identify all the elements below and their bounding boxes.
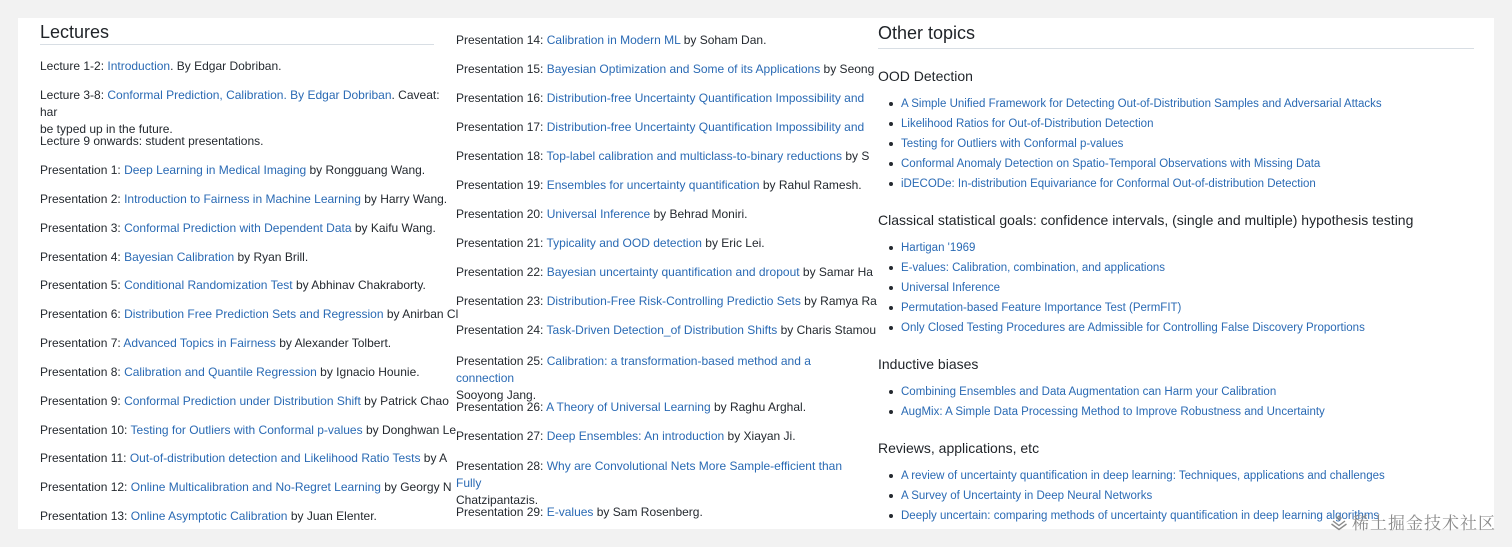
lectures-heading: Lectures (40, 18, 434, 45)
item-prefix: Presentation 18: (456, 149, 547, 163)
list-item (456, 264, 873, 281)
item-link[interactable]: Distribution Free Prediction Sets and Regression (124, 307, 384, 321)
item-prefix: Presentation 1: (40, 163, 125, 177)
item-suffix: by Behrad Moniri. (650, 207, 748, 221)
list-item (456, 235, 765, 252)
item-prefix: Presentation 27: (456, 429, 547, 443)
item-suffix: . By Edgar Dobriban. (170, 59, 282, 73)
topic-link[interactable]: A review of uncertainty quantification in deep learning: Techniques, applications and challenges (901, 470, 1385, 482)
item-link[interactable]: Testing for Outliers with Conformal p-values (130, 423, 363, 437)
item-prefix: Presentation 7: (40, 336, 124, 350)
section-heading: Reviews, applications, etc (878, 440, 1040, 456)
list-item (878, 318, 1365, 338)
list-item (456, 458, 858, 509)
item-suffix: by Seong (820, 62, 875, 76)
item-prefix: Presentation 10: (40, 423, 131, 437)
item-prefix: Presentation 6: (40, 307, 125, 321)
item-link[interactable]: Distribution-Free Risk-Controlling Predictio Sets (546, 294, 801, 308)
item-prefix: Presentation 5: (40, 278, 125, 292)
list-item (40, 450, 447, 467)
item-link[interactable]: Calibration in Modern ML (546, 33, 681, 47)
item-link[interactable]: Top-label calibration and multiclass-to-binary reductions (546, 149, 842, 163)
topic-link[interactable]: A Survey of Uncertainty in Deep Neural Networks (901, 490, 1153, 502)
item-prefix: Presentation 3: (40, 221, 125, 235)
list-item (456, 322, 876, 339)
item-prefix: Presentation 15: (456, 62, 547, 76)
item-suffix: by Harry Wang. (360, 192, 448, 206)
item-suffix: . Caveat: har (40, 88, 440, 119)
list-item (878, 382, 1325, 402)
topic-link-list (878, 382, 1325, 422)
list-item (878, 486, 1385, 506)
item-suffix: by Raghu Arghal. (710, 400, 807, 414)
list-item (456, 148, 869, 165)
item-suffix: by Ramya Ra (800, 294, 877, 308)
item-link[interactable]: Bayesian Optimization and Some of its Applications (546, 62, 821, 76)
list-item (40, 277, 426, 294)
item-link[interactable]: A Theory of Universal Learning (546, 400, 711, 414)
item-link[interactable]: Distribution-free Uncertainty Quantification Impossibility and (546, 120, 865, 134)
item-suffix: by A (420, 451, 448, 465)
item-link[interactable]: Calibration and Quantile Regression (124, 365, 317, 379)
list-item (878, 278, 1365, 298)
item-link[interactable]: Conditional Randomization Test (124, 278, 293, 292)
section-heading: Classical statistical goals: confidence intervals, (single and multiple) hypothesis testing (878, 212, 1414, 228)
list-item (40, 249, 308, 266)
topic-link[interactable]: Universal Inference (901, 282, 1001, 294)
item-suffix: by Xiayan Ji. (724, 429, 796, 443)
item-continuation: be typed up in the future. (40, 122, 173, 136)
list-item (40, 162, 425, 179)
item-suffix: by Juan Elenter. (287, 509, 377, 523)
item-link[interactable]: Task-Driven Detection_of Distribution Shifts (546, 323, 778, 337)
watermark (1330, 509, 1496, 534)
item-suffix: by Anirban Cl (383, 307, 459, 321)
item-suffix: by Kaifu Wang. (351, 221, 436, 235)
item-link[interactable]: Deep Ensembles: An introduction (546, 429, 725, 443)
item-link[interactable]: Typicality and OOD detection (546, 236, 702, 250)
list-item (456, 353, 858, 404)
item-prefix: Presentation 2: (40, 192, 125, 206)
list-item (456, 177, 862, 194)
item-suffix: by Rahul Ramesh. (759, 178, 862, 192)
list-item (40, 422, 456, 439)
item-link[interactable]: Advanced Topics in Fairness (123, 336, 276, 350)
lectures-column (40, 18, 459, 529)
topic-link[interactable]: Permutation-based Feature Importance Test (PermFIT) (901, 302, 1182, 314)
list-item (878, 154, 1382, 174)
list-item (40, 87, 452, 138)
list-item (40, 133, 263, 150)
item-link[interactable]: Online Asymptotic Calibration (130, 509, 288, 523)
topic-link-list (878, 238, 1365, 338)
other-topics-heading: Other topics (878, 22, 1474, 49)
list-item (40, 58, 282, 75)
item-suffix: by Samar Ha (799, 265, 873, 279)
item-prefix: Presentation 8: (40, 365, 125, 379)
item-link[interactable]: Deep Learning in Medical Imaging (124, 163, 307, 177)
item-link[interactable]: Universal Inference (546, 207, 651, 221)
list-item (878, 114, 1382, 134)
list-item (40, 191, 447, 208)
item-suffix: by Soham Dan. (680, 33, 767, 47)
topic-link[interactable]: AugMix: A Simple Data Processing Method to Improve Robustness and Uncertainty (901, 406, 1325, 418)
topic-link-list (878, 94, 1382, 194)
item-suffix: by Alexander Tolbert. (275, 336, 392, 350)
other-topics-column (878, 18, 1474, 529)
topic-link[interactable]: E-values: Calibration, combination, and applications (901, 262, 1166, 274)
item-continuation: Sooyong Jang. (456, 388, 537, 402)
item-prefix: Presentation 12: (40, 480, 131, 494)
section-heading: OOD Detection (878, 68, 973, 84)
item-link[interactable]: Calibration: a transformation-based method and a connection (456, 354, 811, 385)
item-suffix: by Patrick Chao (360, 394, 449, 408)
item-prefix: Presentation 20: (456, 207, 547, 221)
item-link[interactable]: Bayesian Calibration (124, 250, 235, 264)
item-suffix: by Eric Lei. (701, 236, 765, 250)
topic-link[interactable]: Combining Ensembles and Data Augmentation can Harm your Calibration (901, 386, 1277, 398)
item-link[interactable]: Why are Convolutional Nets More Sample-efficient than Fully (456, 459, 842, 490)
list-item (40, 306, 458, 323)
item-prefix: Presentation 28: (456, 459, 547, 473)
topic-link[interactable]: A Simple Unified Framework for Detecting Out-of-Distribution Samples and Adversarial Attacks (901, 98, 1382, 110)
list-item (878, 174, 1382, 194)
item-link[interactable]: Introduction to Fairness in Machine Learning (124, 192, 361, 206)
item-suffix: by Sam Rosenberg. (593, 505, 703, 519)
item-prefix: Presentation 23: (456, 294, 547, 308)
list-item (878, 238, 1365, 258)
item-link[interactable]: E-values (546, 505, 594, 519)
presentations-column (456, 18, 877, 529)
item-suffix: by Charis Stamou (777, 323, 876, 337)
topic-link[interactable]: Hartigan '1969 (901, 242, 976, 254)
item-prefix: Lecture 9 onwards: student presentations. (40, 134, 264, 148)
topic-link[interactable]: Likelihood Ratios for Out-of-Distribution Detection (901, 118, 1154, 130)
list-item (878, 466, 1385, 486)
item-continuation: Chatzipantazis. (456, 493, 539, 507)
item-prefix: Presentation 9: (40, 394, 125, 408)
list-item (40, 364, 420, 381)
list-item (878, 134, 1382, 154)
item-prefix: Presentation 25: (456, 354, 547, 368)
item-prefix: Presentation 17: (456, 120, 547, 134)
item-prefix: Presentation 24: (456, 323, 547, 337)
item-link[interactable]: Conformal Prediction under Distribution Shift (124, 394, 361, 408)
list-item (456, 399, 806, 416)
list-item (456, 428, 796, 445)
item-prefix: Presentation 19: (456, 178, 547, 192)
list-item (456, 119, 864, 136)
section-heading: Inductive biases (878, 356, 979, 372)
list-item (878, 402, 1325, 422)
item-prefix: Presentation 11: (40, 451, 130, 465)
list-item (878, 506, 1385, 526)
item-suffix: by Ignacio Hounie. (316, 365, 420, 379)
item-prefix: Presentation 14: (456, 33, 547, 47)
item-suffix: by Rongguang Wang. (306, 163, 426, 177)
list-item (40, 335, 391, 352)
list-item (40, 393, 449, 410)
item-prefix: Presentation 22: (456, 265, 547, 279)
item-suffix: by S (842, 149, 870, 163)
page (18, 18, 1494, 529)
item-prefix: Presentation 4: (40, 250, 125, 264)
topic-link[interactable]: Only Closed Testing Procedures are Admissible for Controlling False Discovery Proportions (901, 322, 1365, 334)
item-link[interactable]: Introduction (107, 59, 171, 73)
item-link[interactable]: Online Multicalibration and No-Regret Learning (130, 480, 381, 494)
topic-link[interactable]: Testing for Outliers with Conformal p-values (901, 138, 1124, 150)
topic-link[interactable]: Deeply uncertain: comparing methods of uncertainty quantification in deep learning algorithms (901, 510, 1380, 522)
watermark-text: 稀土掘金技术社区 (1352, 514, 1496, 534)
topic-link[interactable]: Conformal Anomaly Detection on Spatio-Temporal Observations with Missing Data (901, 158, 1321, 170)
topic-link-list (878, 466, 1385, 526)
item-prefix: Presentation 16: (456, 91, 547, 105)
item-prefix: Presentation 13: (40, 509, 131, 523)
item-link[interactable]: Ensembles for uncertainty quantification (546, 178, 760, 192)
item-link[interactable]: Conformal Prediction with Dependent Data (124, 221, 352, 235)
list-item (456, 293, 877, 310)
list-item (878, 94, 1382, 114)
list-item (456, 90, 864, 107)
list-item (40, 508, 377, 525)
item-suffix: by Georgy N (380, 480, 452, 494)
item-prefix: Presentation 29: (456, 505, 547, 519)
list-item (878, 258, 1365, 278)
item-prefix: Lecture 3-8: (40, 88, 108, 102)
item-suffix: by Abhinav Chakraborty. (292, 278, 426, 292)
item-suffix: by Ryan Brill. (234, 250, 309, 264)
list-item (456, 206, 748, 223)
list-item (456, 32, 766, 49)
list-item (878, 298, 1365, 318)
item-link[interactable]: Bayesian uncertainty quantification and dropout (546, 265, 800, 279)
list-item (40, 220, 436, 237)
list-item (456, 61, 874, 78)
list-item (40, 479, 452, 496)
item-link[interactable]: Out-of-distribution detection and Likelihood Ratio Tests (129, 451, 421, 465)
item-prefix: Presentation 26: (456, 400, 547, 414)
item-link[interactable]: Distribution-free Uncertainty Quantification Impossibility and (546, 91, 865, 105)
list-item (456, 504, 703, 521)
topic-link[interactable]: iDECODe: In-distribution Equivariance for Conformal Out-of-distribution Detection (901, 178, 1316, 190)
item-link[interactable]: Conformal Prediction, Calibration. By Edgar Dobriban (107, 88, 392, 102)
item-prefix: Lecture 1-2: (40, 59, 108, 73)
juejin-logo-icon (1330, 514, 1348, 532)
item-prefix: Presentation 21: (456, 236, 547, 250)
item-suffix: by Donghwan Le (362, 423, 457, 437)
